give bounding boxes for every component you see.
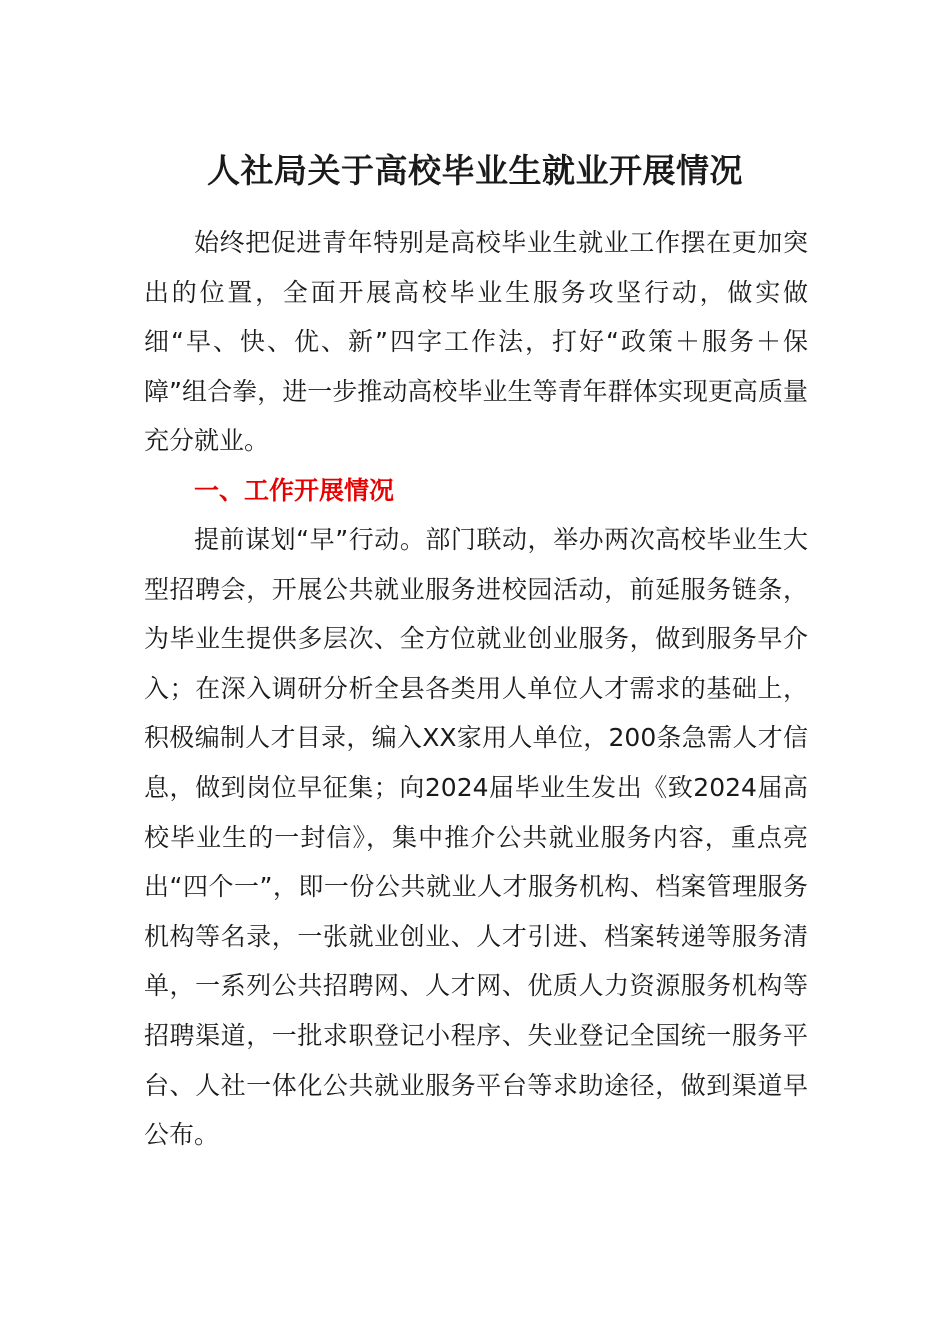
section-heading: 一、工作开展情况 [194,476,395,505]
section-paragraph: 提前谋划“早”行动。部门联动，举办两次高校毕业生大型招聘会，开展公共就业服务进校园活动，前延服务链条，为毕业生提供多层次、全方位就业创业服务，做到服务早介入；在深入调研分析全县各类用人单位人才需求的基础上，积极编制人才目录，编入XX家用人单位，200条急需人才信息，做到岗位早征集；向2024届毕业生发出《致2024届高校毕业生的一封信》，集中推介公共就业服务内容，重点亮出“四个一”，即一份公共就业人才服务机构、档案管理服务机构等名录，一张就业创业、人才引进、档案转递等服务清单，一系列公共招聘网、人才网、优质人力资源服务机构等招聘渠道，一批求职登记小程序、失业登记全国统一服务平台、人社一体化公共就业服务平台等求助途径，做到渠道早公布。 [144,525,808,1150]
document-title: 人社局关于高校毕业生就业开展情况 [207,151,743,190]
intro-paragraph: 始终把促进青年特别是高校毕业生就业工作摆在更加突出的位置，全面开展高校毕业生服务攻坚行动，做实做细“早、快、优、新”四字工作法，打好“政策＋服务＋保障”组合拳，进一步推动高校毕业生等青年群体实现更高质量充分就业。 [144,228,808,456]
